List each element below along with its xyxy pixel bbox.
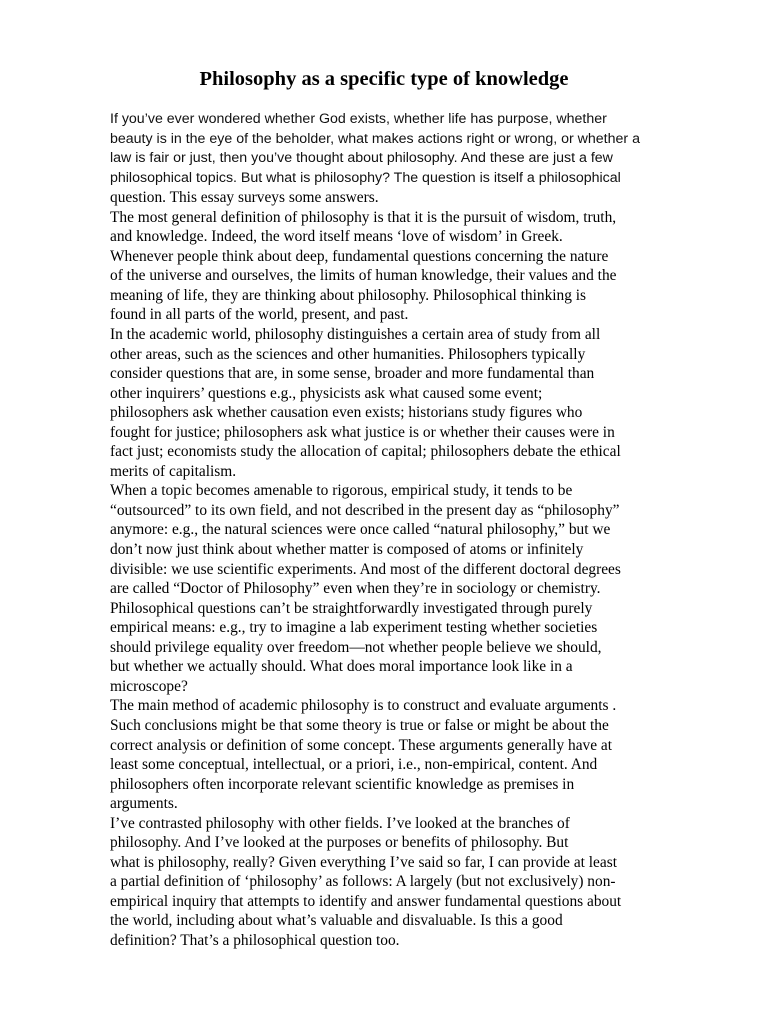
paragraph-method [110, 696, 710, 813]
paragraph-conclusion [110, 814, 710, 951]
paragraph-line: found in all parts of the world, present, and past. [110, 306, 409, 324]
paragraph-line: don’t now just think about whether matter is composed of atoms or infinitely [110, 541, 584, 559]
paragraph-line: should privilege equality over freedom—not whether people believe we should, [110, 638, 602, 656]
paragraph-line: philosophers ask whether causation even exists; historians study figures who [110, 404, 583, 422]
paragraph-line: Such conclusions might be that some theory is true or false or might be about the [110, 716, 609, 734]
paragraph-line: In the academic world, philosophy distinguishes a certain area of study from all [110, 326, 601, 344]
paragraph-line: meaning of life, they are thinking about philosophy. Philosophical thinking is [110, 286, 587, 304]
paragraph-line: other areas, such as the sciences and other humanities. Philosophers typically [110, 345, 586, 363]
paragraph-line: of the universe and ourselves, the limits of human knowledge, their values and the [110, 267, 617, 285]
paragraph-line: consider questions that are, in some sense, broader and more fundamental than [110, 365, 595, 383]
paragraph-line: empirical inquiry that attempts to identify and answer fundamental questions about [110, 892, 622, 910]
paragraph-line: I’ve contrasted philosophy with other fields. I’ve looked at the branches of [110, 814, 570, 832]
paragraph-line: empirical means: e.g., try to imagine a lab experiment testing whether societies [110, 619, 598, 637]
paragraph-line: philosophy. And I’ve looked at the purposes or benefits of philosophy. But [110, 834, 569, 852]
paragraph-line: Philosophical questions can’t be straightforwardly investigated through purely [110, 599, 593, 617]
paragraph-line: Whenever people think about deep, fundamental questions concerning the nature [110, 247, 609, 265]
paragraph-line: a partial definition of ‘philosophy’ as follows: A largely (but not exclusively) non- [110, 873, 616, 891]
intro-line: law is fair or just, then you’ve thought about philosophy. And these are just a few [110, 150, 613, 167]
paragraph-line: microscope? [110, 677, 188, 695]
paragraph-empirical-study [110, 481, 710, 696]
paragraph-line: are called “Doctor of Philosophy” even when they’re in sociology or chemistry. [110, 580, 601, 598]
paragraph-line: philosophers often incorporate relevant scientific knowledge as premises in [110, 775, 575, 793]
paragraph-line: other inquirers’ questions e.g., physicists ask what caused some event; [110, 384, 543, 402]
paragraph-line: “outsourced” to its own field, and not described in the present day as “philosophy” [110, 501, 620, 519]
paragraph-line: fact just; economists study the allocation of capital; philosophers debate the ethical [110, 443, 621, 461]
paragraph-line: but whether we actually should. What does moral importance look like in a [110, 658, 573, 676]
paragraph-line: the world, including about what’s valuable and disvaluable. Is this a good [110, 912, 563, 930]
paragraph-line: merits of capitalism. [110, 462, 237, 480]
paragraph-line: least some conceptual, intellectual, or a priori, i.e., non-empirical, content. And [110, 756, 598, 774]
document-body [110, 110, 710, 951]
paragraph-line: correct analysis or definition of some concept. These arguments generally have at [110, 736, 613, 754]
intro-line: If you’ve ever wondered whether God exists, whether life has purpose, whether [110, 111, 607, 127]
intro-paragraph [110, 110, 710, 188]
paragraph-line: definition? That’s a philosophical question too. [110, 931, 400, 949]
paragraph-line: fought for justice; philosophers ask what justice is or whether their causes were in [110, 423, 615, 441]
paragraph-line: When a topic becomes amenable to rigorous, empirical study, it tends to be [110, 482, 573, 500]
intro-line: beauty is in the eye of the beholder, what makes actions right or wrong, or whether a [110, 130, 640, 147]
paragraph-definition [110, 208, 710, 325]
intro-tail [110, 188, 710, 208]
paragraph-line: The most general definition of philosophy is that it is the pursuit of wisdom, truth, [110, 208, 617, 226]
paragraph-line: anymore: e.g., the natural sciences were once called “natural philosophy,” but we [110, 521, 611, 539]
paragraph-academic-world [110, 325, 710, 481]
paragraph-line: what is philosophy, really? Given everything I’ve said so far, I can provide at least [110, 853, 617, 871]
paragraph-line: The main method of academic philosophy is to construct and evaluate arguments . [110, 697, 617, 715]
paragraph-line: arguments. [110, 795, 178, 813]
paragraph-line: and knowledge. Indeed, the word itself means ‘love of wisdom’ in Greek. [110, 228, 563, 246]
paragraph-line: divisible: we use scientific experiments. And most of the different doctoral degrees [110, 560, 621, 578]
intro-tail-line: question. This essay surveys some answers. [110, 189, 379, 207]
document-title: Philosophy as a specific type of knowledge [199, 68, 569, 90]
intro-line: philosophical topics. But what is philosophy? The question is itself a philosophical [110, 169, 621, 186]
